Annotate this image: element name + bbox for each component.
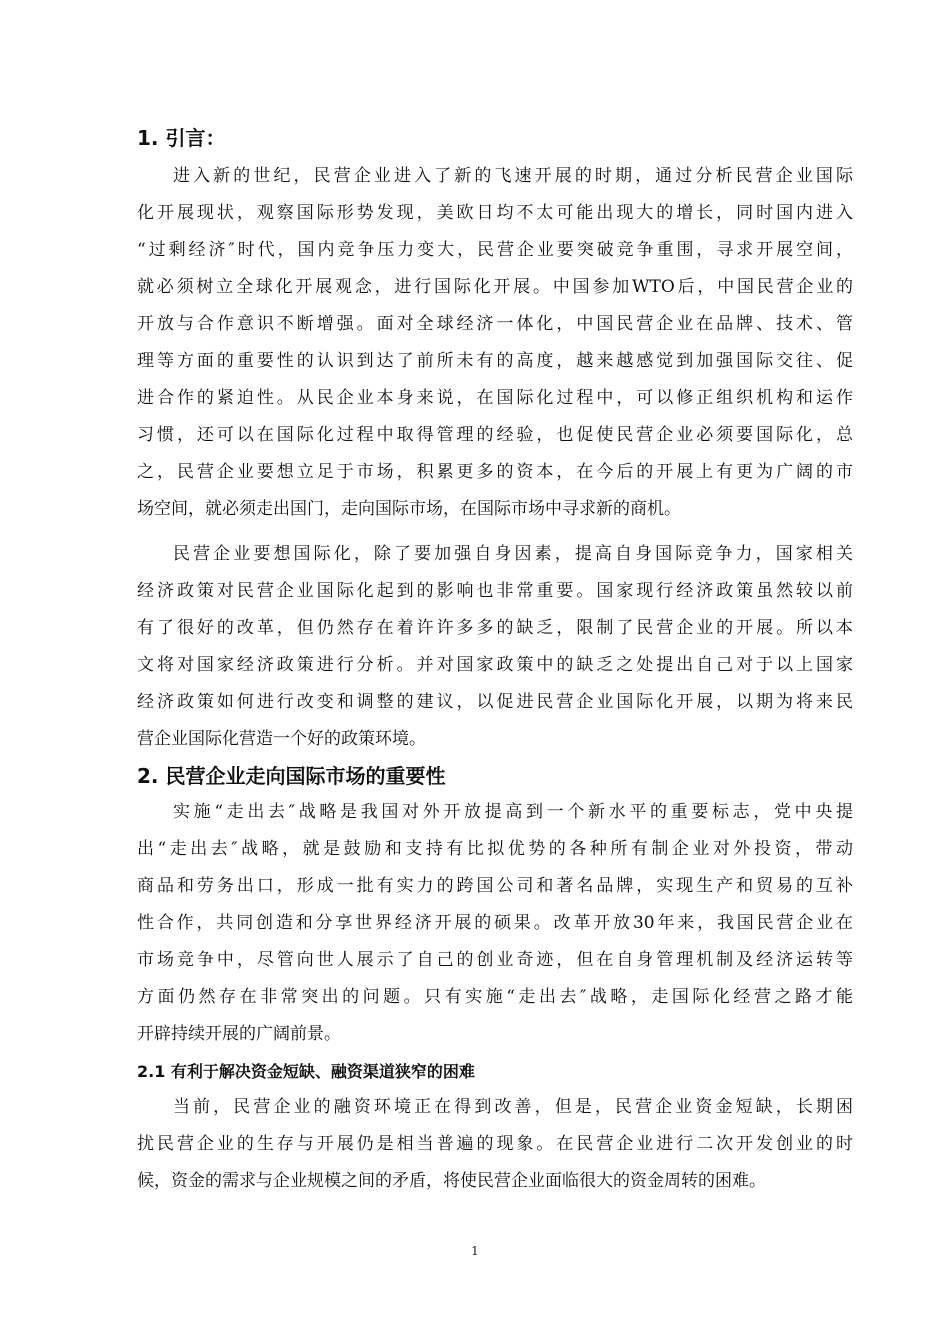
paragraph-line: 性合作，共同创造和分享世界经济开展的硕果。改革开放30年来，我国民营企业在 [137,913,853,933]
section-heading-introduction: 1. 引言： [137,126,226,150]
paragraph-line: 民营企业要想国际化，除了要加强自身因素，提高自身国际竞争力，国家相关 [173,544,853,564]
paragraph-line: 理等方面的重要性的认识到达了前所未有的高度，越来越感觉到加强国际交往、促 [137,351,853,371]
paragraph [137,536,853,758]
paragraph-line: 习惯，还可以在国际化过程中取得管理的经验，也促使民营企业必须要国际化，总 [137,425,853,445]
paragraph-line: 候，资金的需求与企业规模之间的矛盾，将使民营企业面临很大的资金周转的困难。 [137,1171,766,1191]
paragraph-line: 化开展现状，观察国际形势发现，美欧日均不太可能出现大的增长，同时国内进入 [137,203,853,223]
paragraph-line: 出“走出去″战略，就是鼓励和支持有比拟优势的各种所有制企业对外投资，带动 [137,839,853,859]
paragraph-line: 商品和劳务出口，形成一批有实力的跨国公司和著名品牌，实现生产和贸易的互补 [137,876,853,896]
paragraph-line: 之，民营企业要想立足于市场，积累更多的资本，在今后的开展上有更为广阔的市 [137,462,853,482]
paragraph-line: 进入新的世纪，民营企业进入了新的飞速开展的时期，通过分析民营企业国际 [173,166,853,186]
paragraph-line: “过剩经济″时代，国内竞争压力变大，民营企业要突破竞争重围，寻求开展空间， [137,240,853,260]
paragraph-line: 就必须树立全球化开展观念，进行国际化开展。中国参加WTO后，中国民营企业的 [137,277,853,297]
paragraph-line: 市场竞争中，尽管向世人展示了自己的创业奇迹，但在自身管理机制及经济运转等 [137,950,853,970]
paragraph-line: 实施“走出去″战略是我国对外开放提高到一个新水平的重要标志，党中央提 [173,802,853,822]
page-number: 1 [471,1244,479,1258]
paragraph-line: 经济政策如何进行改变和调整的建议，以促进民营企业国际化开展，以期为将来民 [137,692,853,712]
paragraph-line: 文将对国家经济政策进行分析。并对国家政策中的缺乏之处提出自己对于以上国家 [137,655,853,675]
paragraph-line: 进合作的紧迫性。从民企业本身来说，在国际化过程中，可以修正组织机构和运作 [137,388,853,408]
paragraph [137,158,853,528]
paragraph [137,794,853,1053]
section-heading-importance: 2. 民营企业走向国际市场的重要性 [137,764,446,788]
paragraph-line: 扰民营企业的生存与开展仍是相当普遍的现象。在民营企业进行二次开发创业的时 [137,1134,853,1154]
paragraph-line: 场空间，就必须走出国门，走向国际市场，在国际市场中寻求新的商机。 [137,499,681,519]
paragraph-line: 经济政策对民营企业国际化起到的影响也非常重要。国家现行经济政策虽然较以前 [137,581,853,601]
document-body [137,118,853,1200]
paragraph-line: 开放与合作意识不断增强。面对全球经济一体化，中国民营企业在品牌、技术、管 [137,314,853,334]
paragraph-line: 当前，民营企业的融资环境正在得到改善，但是，民营企业资金短缺，长期困 [173,1097,853,1117]
paragraph-line: 有了很好的改革，但仍然存在着许许多多的缺乏，限制了民营企业的开展。所以本 [137,618,853,638]
paragraph-line: 开辟持续开展的广阔前景。 [137,1024,341,1044]
paragraph [137,1089,853,1200]
subsection-heading-funding: 2.1 有利于解决资金短缺、融资渠道狭窄的困难 [137,1062,475,1081]
paragraph-line: 营企业国际化营造一个好的政策环境。 [137,729,426,749]
paragraph-line: 方面仍然存在非常突出的问题。只有实施“走出去″战略，走国际化经营之路才能 [137,987,853,1007]
